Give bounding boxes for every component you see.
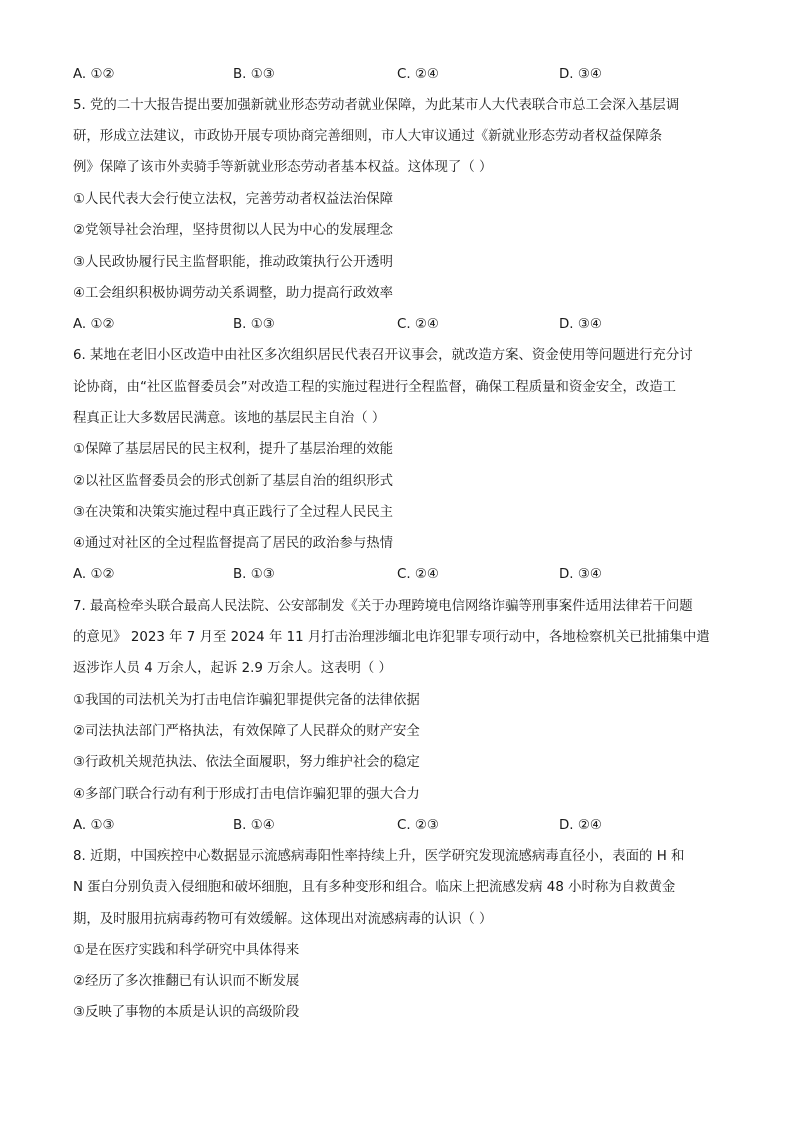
q7-statement-3: ③行政机关规范执法、依法全面履职，努力维护社会的稳定 xyxy=(73,755,420,770)
q6-stem-line-2: 论协商，由“社区监督委员会”对改造工程的实施过程进行全程监督，确保工程质量和资金安全，改造工 xyxy=(73,380,677,395)
q4-option-d[interactable]: D. ③④ xyxy=(559,67,602,82)
q8-stem-line-1: 8. 近期，中国疾控中心数据显示流感病毒阳性率持续上升，医学研究发现流感病毒直径小，表面的 H 和 xyxy=(73,849,685,864)
q6-options xyxy=(73,565,723,585)
q7-stem-line-1: 7. 最高检牵头联合最高人民法院、公安部制发《关于办理跨境电信网络诈骗等刑事案件适用法律若干问题 xyxy=(73,599,693,614)
q8-statement-2: ②经历了多次推翻已有认识而不断发展 xyxy=(73,974,300,989)
q6-statement-3: ③在决策和决策实施过程中真正践行了全过程人民民主 xyxy=(73,505,393,520)
q6-statement-1: ①保障了基层居民的民主权利，提升了基层治理的效能 xyxy=(73,442,393,457)
q6-option-d[interactable]: D. ③④ xyxy=(559,567,602,582)
q5-options xyxy=(73,315,723,335)
q8-stem-line-2: N 蛋白分别负责入侵细胞和破坏细胞，且有多种变形和组合。临床上把流感发病 48 小时称为自救黄金 xyxy=(73,880,676,895)
q7-options xyxy=(73,816,723,836)
q6-statement-4: ④通过对社区的全过程监督提高了居民的政治参与热情 xyxy=(73,536,393,551)
q6-option-c[interactable]: C. ②④ xyxy=(397,567,439,582)
q5-statement-4: ④工会组织积极协调劳动关系调整，助力提高行政效率 xyxy=(73,286,393,301)
q4-options xyxy=(73,65,723,85)
q5-stem-line-2: 研，形成立法建议，市政协开展专项协商完善细则，市人大审议通过《新就业形态劳动者权益保障条 xyxy=(73,129,663,144)
q7-option-b[interactable]: B. ①④ xyxy=(233,818,275,833)
q5-statement-2: ②党领导社会治理，坚持贯彻以人民为中心的发展理念 xyxy=(73,223,393,238)
q5-option-d[interactable]: D. ③④ xyxy=(559,317,602,332)
q7-statement-4: ④多部门联合行动有利于形成打击电信诈骗犯罪的强大合力 xyxy=(73,787,420,802)
q5-option-c[interactable]: C. ②④ xyxy=(397,317,439,332)
q7-option-a[interactable]: A. ①③ xyxy=(73,818,115,833)
q5-stem-line-3: 例》保障了该市外卖骑手等新就业形态劳动者基本权益。这体现了（ ） xyxy=(73,160,493,175)
q6-option-a[interactable]: A. ①② xyxy=(73,567,115,582)
q6-option-b[interactable]: B. ①③ xyxy=(233,567,275,582)
q5-stem-line-1: 5. 党的二十大报告提出要加强新就业形态劳动者就业保障，为此某市人大代表联合市总工会深入基层调 xyxy=(73,98,680,113)
q7-option-d[interactable]: D. ②④ xyxy=(559,818,602,833)
q6-statement-2: ②以社区监督委员会的形式创新了基层自治的组织形式 xyxy=(73,474,393,489)
q8-statement-1: ①是在医疗实践和科学研究中具体得来 xyxy=(73,943,300,958)
q5-option-a[interactable]: A. ①② xyxy=(73,317,115,332)
q8-statement-3: ③反映了事物的本质是认识的高级阶段 xyxy=(73,1005,300,1020)
q5-statement-3: ③人民政协履行民主监督职能，推动政策执行公开透明 xyxy=(73,255,393,270)
q4-option-c[interactable]: C. ②④ xyxy=(397,67,439,82)
q5-option-b[interactable]: B. ①③ xyxy=(233,317,275,332)
q7-statement-2: ②司法执法部门严格执法，有效保障了人民群众的财产安全 xyxy=(73,724,420,739)
q6-stem-line-1: 6. 某地在老旧小区改造中由社区多次组织居民代表召开议事会，就改造方案、资金使用等问题进行充分讨 xyxy=(73,348,693,363)
q7-statement-1: ①我国的司法机关为打击电信诈骗犯罪提供完备的法律依据 xyxy=(73,693,420,708)
q7-option-c[interactable]: C. ②③ xyxy=(397,818,439,833)
q7-stem-line-3: 返涉诈人员 4 万余人，起诉 2.9 万余人。这表明（ ） xyxy=(73,661,392,676)
q7-stem-line-2: 的意见》 2023 年 7 月至 2024 年 11 月打击治理涉缅北电诈犯罪专项行动中，各地检察机关已批捕集中遣 xyxy=(73,630,710,645)
q4-option-a[interactable]: A. ①② xyxy=(73,67,115,82)
q5-statement-1: ①人民代表大会行使立法权，完善劳动者权益法治保障 xyxy=(73,192,393,207)
q4-option-b[interactable]: B. ①③ xyxy=(233,67,275,82)
q8-stem-line-3: 期，及时服用抗病毒药物可有效缓解。这体现出对流感病毒的认识（ ） xyxy=(73,912,493,927)
q6-stem-line-3: 程真正让大多数居民满意。该地的基层民主自治（ ） xyxy=(73,411,386,426)
